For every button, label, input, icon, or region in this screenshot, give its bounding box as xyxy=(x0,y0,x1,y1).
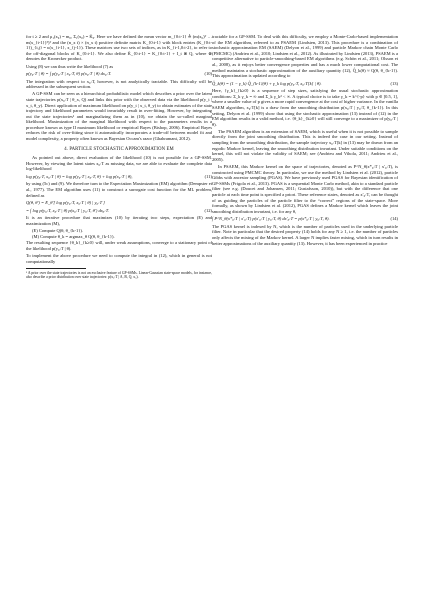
equation-number: (14) xyxy=(390,216,398,222)
paragraph: The integration with respect to x₀:T, however, is not analytically tractable. This difficulty will be addressed in the subsequent section. xyxy=(26,78,212,90)
equation-number: (11) xyxy=(204,173,212,179)
paragraph: It is an iterative procedure that maximizes (10) by iterating two steps, expectation (E) and maximization (M), xyxy=(26,215,212,226)
footnote-divider xyxy=(26,268,86,269)
paragraph: A GP-SSM can be seen as a hierarchical probabilistic model which describes a prior over the latent state trajectories p(x₀:T | θ_x, Q) and links this prior with the observed data via the likelihood p(y_t | x_t, θ_y). Direct application of maximum likelihood on p(y_t | x_t, θ_y) to obtain estimates of the state trajectory and likelihood parameters would invariably result in over-fitting. However, by integrating out the state trajectories¹ and marginalizing them as in (10), we obtain the so-called marginal likelihood. Maximization of the marginal likelihood with respect to the parameters results in a procedure known as type II maximum likelihood or empirical Bayes (Bishop, 2006). Empirical Bayes reduces the risk of over-fitting since it automatically incorporates a trade-off between model fit and model complexity, a property often known as Bayesian Occam's razor (Ghahramani, 2012). xyxy=(26,91,212,142)
paragraph: tractable for a GP-SSM. To deal with this difficulty, we employ a Monte-Carlo-based implementation of the EM algorithm, referred to as PSAEM (Lindsten, 2013). This procedure is a combination of stochastic approximation EM (SAEM) (Delyon et al., 1999) and particle Markov chain Monte Carlo (PMCMC) (Andrieu et al., 2010; Lindsten et al., 2012). As illustrated by Lindsten (2013), PSAEM is a competitive alternative to particle-smoothing-based EM algorithms (e.g. Schön et al., 2011; Olsson et al., 2008), as it enjoys better convergence properties and has a much lower computational cost. The method maintains a stochastic approximation of the auxiliary quantity (12), Q̂_k(θ) ≈ Q(θ, θ_{k-1}). This approximation is updated according to xyxy=(212,34,398,79)
equation-12a xyxy=(26,200,212,206)
paragraph: The resulting sequence {θ_k}_{k≥0} will, under weak assumptions, converge to a stationary point of the likelihood p(y₀:T | θ). xyxy=(26,240,212,251)
equation-body: p(y₀:T | θ) = ∫ p(y₀:T | x₀:T, θ) p(x₀:T | θ) dx₀:T. xyxy=(26,70,112,76)
equation-body: = ∫ log p(y₀:T, x₀:T | θ) p(x₀:T | y₀:T, θ′) dx₀:T. xyxy=(26,207,110,213)
paragraph: Using (8) we can thus write the likelihood (7) as xyxy=(26,63,114,69)
paragraph: for t ≥ 2 and μ₁(x₀) = m₀, Σ₁(x₀) = K̄₀. Here we have defined the mean vector m_{0:t-1} ≜ (m(x₀)ᵀ … m(x_{t-1})ᵀ)ᵀ and the (n_x t) × (n_x t) positive definite matrix K_{0:t-1} with block entries (K_{0:t-1})_{i,j} = κ(x_{i-1}, x_{j-1}). These matrices use two sets of indices, as in K_{t-1,0:t-2}, to refer to the off-diagonal blocks of K_{0:t-1}. We also define K̄_{0:t-1} = K_{0:t-1} + I_t ⊗ Q, where ⊗ denotes the Kronecker product. xyxy=(26,34,212,62)
section-title: 4. PARTICLE STOCHASTIC APPROXIMATION EM xyxy=(64,146,174,152)
equation-body: Q(θ, θ′) = E_θ′[ log p(y₀:T, x₀:T | θ) | y₀:T ] xyxy=(26,200,105,206)
right-column xyxy=(212,34,398,248)
equation-13 xyxy=(212,81,398,87)
equation-14 xyxy=(212,216,398,222)
equation-body: ∫ P^N_θ(x*₀:T | x′₀:T) p(x′₀:T | y₀:T, θ) dx′₀:T = p(x*₀:T | y₀:T, θ). xyxy=(212,216,330,222)
equation-body: log p(y₀:T, x₀:T | θ) = log p(y₀:T | x₀:T, θ) + log p(x₀:T | θ), xyxy=(26,173,133,179)
paragraph: To implement the above procedure we need to compute the integral in (12), which in general is not computationally xyxy=(26,253,212,264)
paragraph: by using (5c) and (9). We therefore turn to the Expectation Maximization (EM) algorithm (Dempster et al., 1977). The EM algorithm uses (11) to construct a surrogate cost function for the ML problem, defined as xyxy=(26,181,212,198)
equation-10 xyxy=(26,71,212,77)
equation-body: Q̂_k(θ) = (1 − γ_k) Q̂_{k-1}(θ) + γ_k log p(y₀:T, x₀:T[k] | θ). xyxy=(212,80,322,86)
paragraph: Here, {γ_k}_{k≥0} is a sequence of step sizes, satisfying the usual stochastic approximation conditions: Σ_k γ_k = ∞ and Σ_k γ_k² < ∞. A typical choice is to take γ_k = k^{-p} with p ∈ ]0.5, 1], where a smaller value of p gives a more rapid convergence at the cost of higher variance. In the vanilla SAEM algorithm, x₀:T[k] is a draw from the smoothing distribution p(x₀:T | y₀:T, θ_{k-1}). In this setting, Delyon et al. (1999) show that using the stochastic approximation (13) instead of (12) in the EM algorithm results in a valid method, i.e. {θ_k}_{k≥0} will still converge to a maximizer of p(y₀:T | θ). xyxy=(212,88,398,127)
left-column xyxy=(26,34,212,280)
paragraph: As pointed out above, direct evaluation of the likelihood (10) is not possible for a GP-SSM. However, by viewing the latent states x₀:T as missing data, we are able to evaluate the complete data log-likelihood xyxy=(26,155,212,172)
paragraph: The PGAS kernel is indexed by N, which is the number of particles used in the underlying particle filter. Note in particular that the desired property (14) holds for any N ≥ 1, i.e. the number of particles only affects the mixing of the Markov kernel. A larger N implies faster mixing, which in turn results in better approximations of the auxiliary quantity (13). However, it has been experienced in practice xyxy=(212,223,398,246)
paragraph: In PSAEM, this Markov kernel on the space of trajectories, denoted as P^N_θ(x*₀:T | x′₀:T), is constructed using PMCMC theory. In particular, we use the method by Lindsten et al. (2012), particle Gibbs with ancestor sampling (PGAS). We have previously used PGAS for Bayesian identification of GP-SSMs (Frigola et al., 2013). PGAS is a sequential Monte Carlo method, akin to a standard particle filter (see e.g. (Doucet and Johansen, 2011; Gustafsson, 2010)), but with the difference that one particle at each time point is specified a priori. These reference states, denoted as x′₀:T, can be thought of as guiding the particles of the particle filter to the “correct” regions of the state-space. More formally, as shown by Lindsten et al. (2012), PGAS defines a Markov kernel which leaves the joint smoothing distribution invariant, i.e. for any θ, xyxy=(212,164,398,214)
equation-12b xyxy=(26,208,212,214)
equation-number: (12) xyxy=(204,207,212,213)
paragraph: The PSAEM algorithm is an extension of SAEM, which is useful when it is not possible to sample directly from the joint smoothing distribution. This is indeed the case in our setting. Instead of sampling from the smoothing distribution, the sample trajectory x₀:T[k] in (13) may be drawn from an ergodic Markov kernel, leaving the smoothing distribution invariant. Under suitable conditions on the kernel, this will not violate the validity of SAEM; see (Andrieu and Vihola, 2011; Andrieu et al., 2005). xyxy=(212,128,398,162)
equation-11 xyxy=(26,174,212,180)
footnote: ¹ A prior over the state trajectories is not an exclusive feature of GP-SSMs. Linear-Gaussian state-space models, for instance, also describe a prior distribution over state trajectories: p(x₀:T | A, B, Q, x₀). xyxy=(26,270,212,280)
equation-number: (13) xyxy=(390,80,398,86)
equation-number: (10) xyxy=(204,70,212,76)
list-item-e-step: (E) Compute Q(θ, θ_{k-1}). xyxy=(32,227,83,233)
list-item-m-step: (M) Compute θ_k = argmax_θ Q(θ, θ_{k-1}). xyxy=(32,234,115,240)
